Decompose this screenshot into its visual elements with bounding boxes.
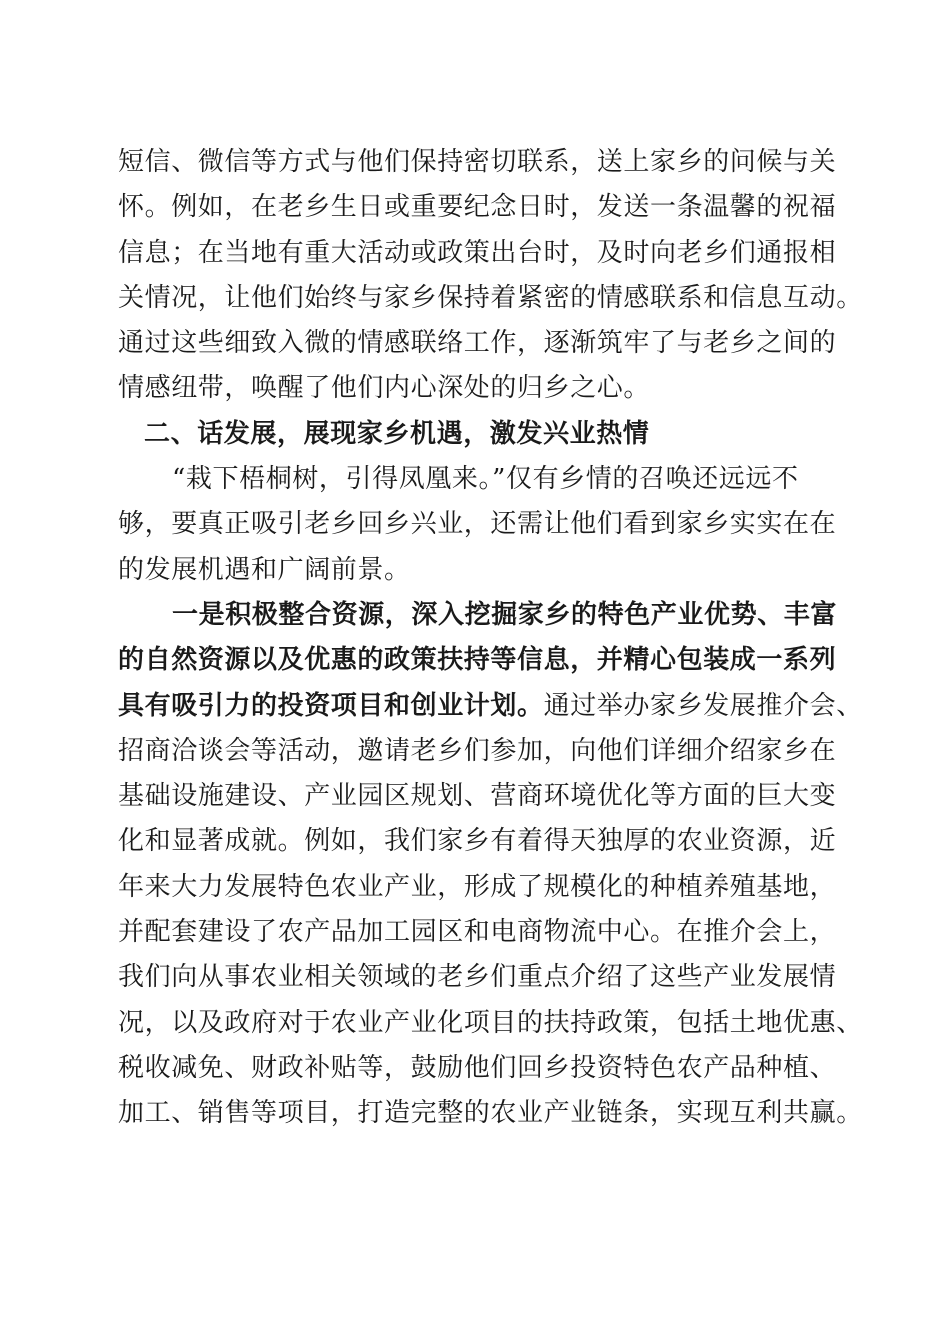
text-line: 我们向从事农业相关领域的老乡们重点介绍了这些产业发展情	[118, 962, 837, 993]
text-line: 关情况，让他们始终与家乡保持着紧密的情感联系和信息互动。	[118, 282, 863, 313]
regular-segment: 通过举办家乡发展推介会、	[543, 690, 863, 721]
text-line: 并配套建设了农产品加工园区和电商物流中心。在推介会上，	[118, 917, 837, 948]
text-line: 通过这些细致入微的情感联络工作，逐渐筑牢了与老乡之间的	[118, 328, 837, 359]
section-heading: 二、话发展，展现家乡机遇，激发兴业热情	[144, 418, 650, 449]
text-line: 够，要真正吸引老乡回乡兴业，还需让他们看到家乡实实在在	[118, 509, 837, 540]
text-line: 短信、微信等方式与他们保持密切联系，送上家乡的问候与关	[118, 147, 837, 177]
document-page	[118, 140, 863, 1137]
text-line: 信息；在当地有重大活动或政策出台时，及时向老乡们通报相	[118, 237, 837, 268]
text-line: 税收减免、财政补贴等，鼓励他们回乡投资特色农产品种植、	[118, 1052, 837, 1083]
text-line: 一是积极整合资源，深入挖掘家乡的特色产业优势、丰富	[172, 599, 838, 630]
text-line: 加工、销售等项目，打造完整的农业产业链条，实现互利共赢。	[118, 1098, 863, 1129]
text-line: 年来大力发展特色农业产业，形成了规模化的种植养殖基地，	[118, 871, 837, 902]
text-line: 的自然资源以及优惠的政策扶持等信息，并精心包装成一系列	[118, 645, 837, 676]
bold-segment: 具有吸引力的投资项目和创业计划。	[118, 690, 544, 721]
text-line: 怀。例如，在老乡生日或重要纪念日时，发送一条温馨的祝福	[118, 192, 837, 223]
text-line: 情感纽带，唤醒了他们内心深处的归乡之心。	[118, 373, 651, 404]
text-line: “栽下梧桐树，引得凤凰来。”仅有乡情的召唤还远远不	[172, 464, 799, 495]
text-line-mixed	[118, 684, 863, 729]
text-line: 况，以及政府对于农业产业化项目的扶持政策，包括土地优惠、	[118, 1007, 863, 1038]
text-line: 基础设施建设、产业园区规划、营商环境优化等方面的巨大变	[118, 781, 837, 812]
text-line: 化和显著成就。例如，我们家乡有着得天独厚的农业资源，近	[118, 826, 837, 857]
text-line: 招商洽谈会等活动，邀请老乡们参加，向他们详细介绍家乡在	[118, 735, 837, 766]
text-line: 的发展机遇和广阔前景。	[118, 554, 411, 585]
